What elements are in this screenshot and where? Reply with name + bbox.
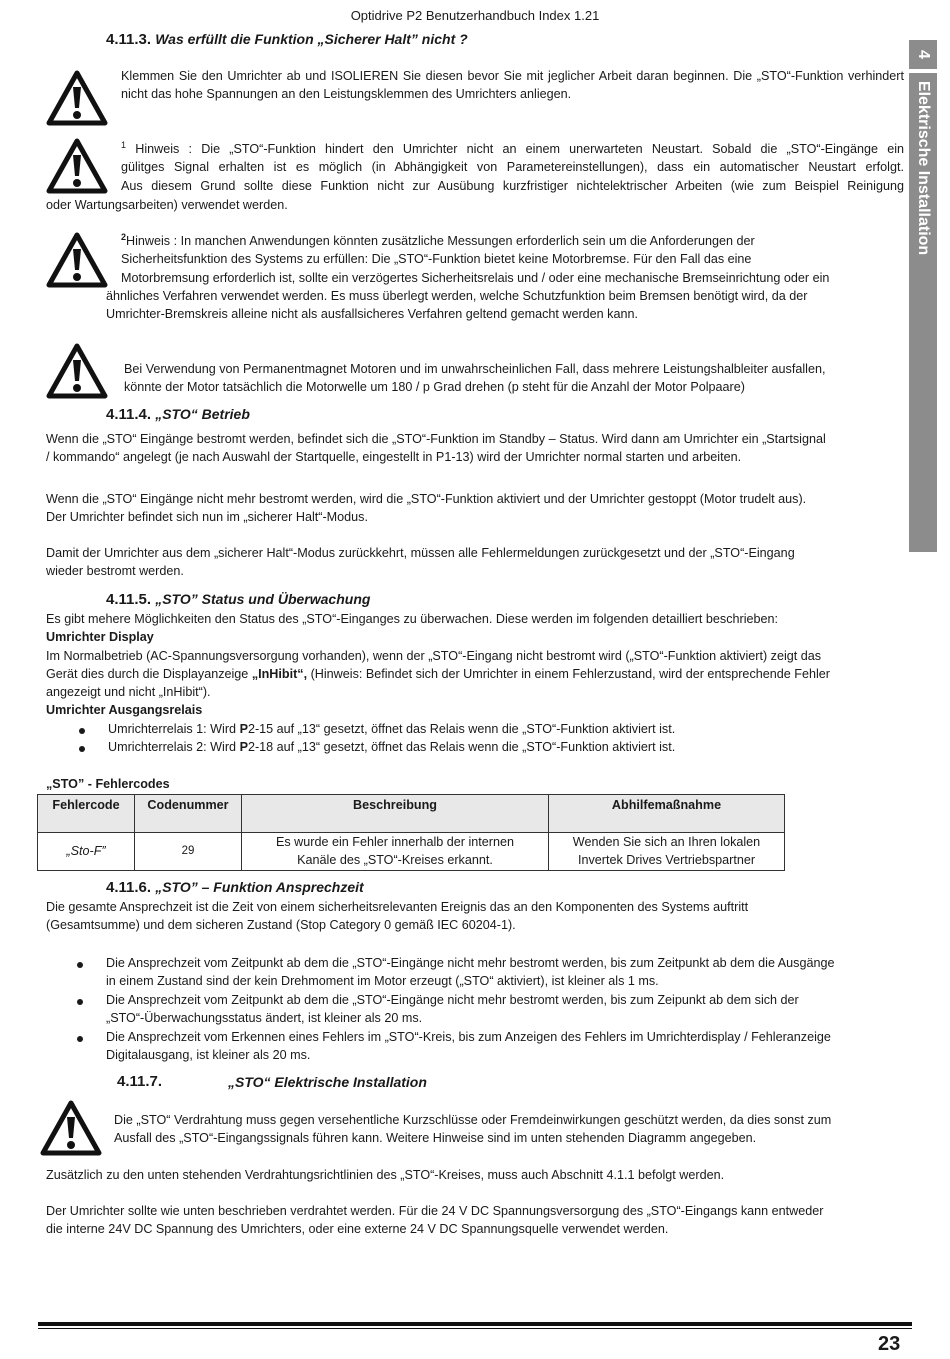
table-cell — [242, 833, 549, 871]
text-line: Damit der Umrichter aus dem „sicherer Halt“-Modus zurückkehrt, müssen alle Fehlermeldungen zurückgesetzt und der „STO“-Eingang — [46, 546, 795, 560]
paragraph — [46, 898, 906, 935]
text-line: „STO“-Überwachungsstatus ändert, ist kleiner als 20 ms. — [106, 1011, 423, 1026]
table-cell: 29 — [135, 833, 242, 871]
section-heading-4-11-7 — [117, 1073, 162, 1091]
note-line: Hinweis : In manchen Anwendungen könnten zusätzliche Messungen erforderlich sein um die Anforderungen der — [126, 234, 755, 248]
list-item — [108, 738, 898, 756]
text-line: Es wurde ein Fehler innerhalb der internen — [275, 835, 515, 849]
paragraph — [46, 544, 906, 581]
running-header: Optidrive P2 Benutzerhandbuch Index 1.21 — [350, 8, 600, 23]
section-heading-4-11-3 — [106, 30, 468, 49]
text-span: Umrichterrelais 1: Wird — [108, 722, 240, 736]
note-line: Sicherheitsfunktion des Systems zu erfüllen: Die „STO“-Funktion bietet keine Motorbremse. Für den Fall das eine — [121, 252, 752, 267]
text-span: (Hinweis: Befindet sich der Umrichter in einem Fehlerzustand, wird der entsprechende Fehler — [307, 666, 830, 681]
text-line: Die Ansprechzeit vom Zeitpunkt ab dem die „STO“-Eingänge nicht mehr bestromt werden, bis zum Zeitpunkt ab dem die Ausgänge — [106, 956, 835, 970]
text-line: Im Normalbetrieb (AC-Spannungsversorgung vorhanden), wenn der „STO“-Eingang nicht bestromt wird („STO“-Funktion aktiviert) zeigt das — [46, 648, 822, 663]
note-line: gülitges Signal erhalten ist es möglich (in Abhängigkeit von Parametereinstellungen), dass ein automatischer Neustart erfolgt. — [121, 160, 904, 175]
inhibit-display-text: „InHibit“, — [251, 666, 308, 681]
text-line: Der Umrichter sollte wie unten beschrieben verdrahtet werden. Für die 24 V DC Spannungsversorgung des „STO“-Eingangs kann entweder — [46, 1204, 824, 1218]
text-line: Digitalausgang, ist kleiner als 20 ms. — [106, 1048, 311, 1063]
text-line: Ausfall des „STO“-Eingangssignals führen kann. Weitere Hinweise sind im unten stehenden Diagramm angegeben. — [114, 1131, 757, 1146]
text-line: Kanäle des „STO“-Kreises erkannt. — [297, 853, 493, 868]
section-title: „STO” – Funktion Ansprechzeit — [155, 879, 364, 895]
page-number: 23 — [878, 1333, 901, 1355]
bullet-icon — [79, 746, 85, 752]
bullet-icon — [77, 1036, 83, 1042]
table-row — [38, 833, 785, 871]
column-header: Fehlercode — [38, 795, 135, 833]
warning-note-restart — [121, 140, 904, 195]
column-header: Codenummer — [135, 795, 242, 833]
text-line: Wenden Sie sich an Ihren lokalen — [572, 835, 761, 849]
footnote-marker: 2 — [121, 231, 127, 242]
subheading: Umrichter Ausgangsrelais — [46, 703, 203, 718]
note-line: Bei Verwendung von Permanentmagnet Motoren und im unwahrscheinlichen Fall, dass mehrere Leistungshalbleiter ausfallen, — [124, 362, 826, 376]
text-line: in einem Zustand sind der kein Drehmoment im Motor erzeugt („STO“ aktiviert), ist kleiner als 1 ms. — [106, 974, 659, 989]
text-span: P — [239, 722, 248, 736]
bullet-icon — [79, 728, 85, 734]
text-line: angezeigt und nicht „InHibit“). — [46, 685, 211, 700]
warning-icon — [46, 232, 108, 288]
section-title: „STO“ Betrieb — [155, 406, 250, 422]
bullet-icon — [77, 962, 83, 968]
text-line: Wenn die „STO“ Eingänge nicht mehr bestromt werden, wird die „STO“-Funktion aktiviert und der Umrichter gestoppt (Motor trudelt aus). — [46, 492, 807, 506]
text-line: (Gesamtsumme) und dem sicheren Zustand (Stop Category 0 gemäß IEC 60204-1). — [46, 918, 516, 933]
note-continuation — [106, 287, 906, 324]
note-line: Umrichter-Bremskreis alleine nicht als ausfallsicheres Verfahren geltend gemacht werden kann. — [106, 307, 638, 322]
bullet-icon — [77, 999, 83, 1005]
warning-icon — [46, 70, 108, 126]
text-span: Gerät dies durch die Displayanzeige — [46, 666, 252, 681]
chapter-title: Elektrische Installation — [915, 80, 932, 256]
section-title: „STO“ Elektrische Installation — [228, 1074, 427, 1090]
warning-text-wiring — [114, 1111, 906, 1148]
column-header: Beschreibung — [242, 795, 549, 833]
note-line: Hinweis : Die „STO“-Funktion hindert den Umrichter nicht an einem unerwarteten Neustart. Sobald die „STO“-Eingänge ein — [135, 142, 905, 156]
text-line: Die „STO“ Verdrahtung muss gegen versehentliche Kurzschlüsse oder Fremdeinwirkungen geschützt werden, da dies sonst zum — [114, 1113, 832, 1127]
section-heading-4-11-7-title — [228, 1073, 427, 1092]
chapter-side-tab — [909, 40, 937, 552]
note-line: Motorbremsung erforderlich ist, sollte ein verzögertes Sicherheitsrelais und / oder eine mechanische Bremseinrichtung oder ein — [121, 270, 830, 285]
list-item — [106, 1028, 906, 1065]
text-line — [46, 665, 906, 683]
list-item — [108, 720, 898, 738]
warning-icon — [46, 343, 108, 399]
section-title: Was erfüllt die Funktion „Sicherer Halt” nicht ? — [155, 31, 468, 47]
note-line: könnte der Motor tatsächlich die Motorwelle um 180 / p Grad drehen (p steht für die Anzahl der Motor Polpaare) — [124, 380, 745, 395]
section-heading-4-11-5 — [106, 590, 370, 609]
warning-icon — [40, 1100, 102, 1156]
section-number: 4.11.7. — [117, 1073, 163, 1090]
section-heading-4-11-6 — [106, 878, 364, 897]
note-line: oder Wartungsarbeiten) verwendet werden. — [46, 198, 288, 212]
text-line: Der Umrichter befindet sich nun im „sicherer Halt“-Modus. — [46, 510, 368, 525]
text-line: Es gibt mehere Möglichkeiten den Status des „STO“-Einganges zu überwachen. Diese werden im folgenden detailliert beschrieben: — [46, 612, 779, 626]
column-header: Abhilfemaßnahme — [549, 795, 785, 833]
list-item — [106, 991, 906, 1028]
section-number: 4.11.6. — [106, 879, 152, 896]
text-span: P — [239, 740, 248, 754]
text-line: Die Ansprechzeit vom Zeitpunkt ab dem die „STO“-Eingänge nicht mehr bestromt werden, bis zum Zeipunkt ab dem sich der — [106, 993, 799, 1007]
text-line: / kommando“ angelegt (je nach Auswahl der Startquelle, eingestellt in P1-13) wird der Umrichter normal starten und arbeiten. — [46, 450, 742, 465]
section-number: 4.11.5. — [106, 591, 152, 608]
warning-note-brake — [121, 232, 904, 287]
paragraph: Zusätzlich zu den unten stehenden Verdrahtungsrichtlinien des „STO“-Kreises, muss auch Abschnitt 4.1.1 befolgt werden. — [46, 1168, 725, 1182]
footer-rule — [38, 1322, 912, 1326]
text-span: 2-18 auf „13“ gesetzt, öffnet das Relais wenn die „STO“-Funktion aktiviert ist. — [247, 740, 676, 754]
section-number: 4.11.4. — [106, 406, 152, 423]
section-title: „STO” Status und Überwachung — [155, 591, 371, 607]
text-line: Die Ansprechzeit vom Erkennen eines Fehlers im „STO“-Kreis, bis zum Anzeigen des Fehlers im Umrichterdisplay / Fehleranzeige — [106, 1030, 831, 1044]
text-line: Invertek Drives Vertriebspartner — [577, 853, 756, 868]
section-4-11-5-body — [46, 610, 906, 720]
paragraph — [46, 490, 906, 527]
table-cell — [549, 833, 785, 871]
list-item — [106, 954, 906, 991]
section-heading-4-11-4 — [106, 405, 250, 424]
text-span: 2-15 auf „13“ gesetzt, öffnet das Relais wenn die „STO“-Funktion aktiviert ist. — [247, 722, 676, 736]
tab-divider — [909, 69, 937, 73]
text-span: Umrichterrelais 2: Wird — [108, 740, 240, 754]
warning-text-isolate: Klemmen Sie den Umrichter ab und ISOLIEREN Sie diesen bevor Sie mit jeglicher Arbeit daran beginnen. Die „STO“-Funktion verhindert nicht das hohe Spannungen an den Leistungsklemmen des Umrichters anliegen. — [121, 69, 904, 102]
footer-rule — [38, 1328, 912, 1329]
subheading: Umrichter Display — [46, 630, 154, 645]
paragraph — [46, 1202, 906, 1239]
text-line: die interne 24V DC Spannung des Umrichters, oder eine externe 24 V DC Spannungsquelle verwendet werden. — [46, 1222, 669, 1237]
text-line: Die gesamte Ansprechzeit ist die Zeit von einem sicherheitsrelevanten Ereignis das an den Komponenten des Systems auftritt — [46, 900, 749, 914]
warning-icon — [46, 138, 108, 194]
section-number: 4.11.3. — [106, 31, 152, 48]
paragraph — [46, 430, 906, 467]
table-cell: „Sto-F” — [38, 833, 135, 871]
footnote-marker: 1 — [121, 139, 127, 150]
sto-fault-table — [37, 794, 785, 871]
fehlercodes-heading: „STO” - Fehlercodes — [46, 777, 170, 791]
text-line: wieder bestromt werden. — [46, 564, 184, 579]
note-line: ähnliches Verfahren verwendet werden. Es muss überlegt werden, welche Schutzfunktion beim Bremsen benötigt wird, da der — [106, 289, 808, 303]
table-header-row — [38, 795, 785, 833]
note-line: Aus diesem Grund sollte diese Funktion nicht zur Ausübung kurzfristiger nichtelektrischer Arbeiten (wie zum Beispiel Reinigung — [121, 178, 904, 193]
text-line: Wenn die „STO“ Eingänge bestromt werden, befindet sich die „STO“-Funktion im Standby – Status. Wird dann am Umrichter ein „Startsignal — [46, 432, 826, 446]
warning-note-pm-motor — [124, 360, 904, 397]
chapter-number: 4 — [915, 50, 932, 59]
